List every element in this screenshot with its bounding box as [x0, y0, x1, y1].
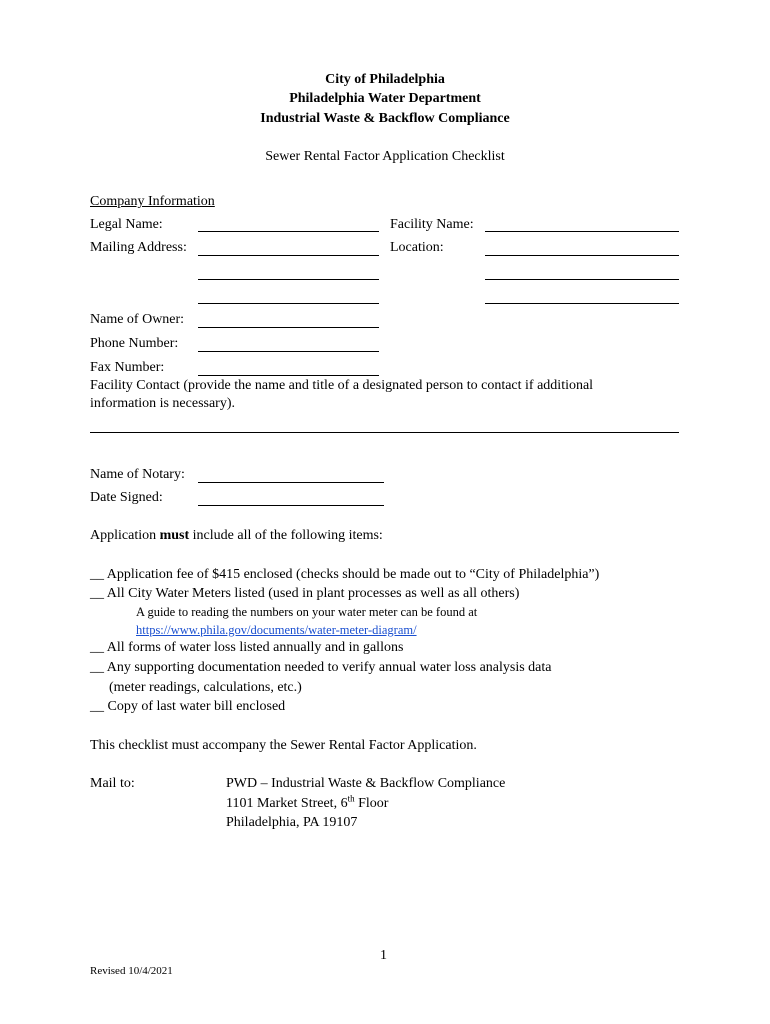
checklist-item-documentation-detail: (meter readings, calculations, etc.) — [109, 680, 302, 695]
mailing-address-label: Mailing Address: — [90, 240, 187, 255]
legal-name-label: Legal Name: — [90, 217, 163, 232]
mail-address-ordinal: th — [347, 793, 355, 804]
header-division: Industrial Waste & Backflow Compliance — [260, 111, 510, 126]
meter-guide-text: A guide to reading the numbers on your water meter can be found at — [136, 605, 478, 619]
page-number: 1 — [380, 948, 387, 963]
phone-field[interactable] — [198, 351, 379, 352]
location-field-1[interactable] — [485, 255, 679, 256]
mail-address-line-1: PWD – Industrial Waste & Backflow Compliance — [226, 776, 506, 791]
phone-label: Phone Number: — [90, 336, 179, 351]
owner-field[interactable] — [198, 327, 379, 328]
mailing-address-field-3[interactable] — [198, 303, 379, 304]
accompany-notice: This checklist must accompany the Sewer Rental Factor Application. — [90, 738, 477, 753]
checklist-item-water-bill: __ Copy of last water bill enclosed — [90, 699, 286, 714]
date-signed-label: Date Signed: — [90, 490, 163, 505]
revision-date: Revised 10/4/2021 — [90, 965, 173, 977]
legal-name-field[interactable] — [198, 231, 379, 232]
date-signed-field[interactable] — [198, 505, 384, 506]
checklist-item-water-loss: __ All forms of water loss listed annually and in gallons — [90, 640, 404, 655]
mail-address-street: 1101 Market Street, 6 — [226, 796, 348, 811]
mail-address-floor: Floor — [354, 796, 389, 811]
header-department: Philadelphia Water Department — [289, 91, 481, 106]
location-field-3[interactable] — [485, 303, 679, 304]
location-field-2[interactable] — [485, 279, 679, 280]
facility-name-label: Facility Name: — [390, 217, 474, 232]
checklist-item-fee: __ Application fee of $415 enclosed (checks should be made out to “City of Philadelphia”) — [90, 567, 600, 582]
fax-label: Fax Number: — [90, 360, 165, 375]
owner-label: Name of Owner: — [90, 312, 185, 327]
fax-field[interactable] — [198, 375, 379, 376]
mail-address-line-2 — [226, 795, 388, 813]
mail-address-line-3: Philadelphia, PA 19107 — [226, 815, 358, 830]
notary-name-label: Name of Notary: — [90, 467, 185, 482]
mail-to-label: Mail to: — [90, 776, 135, 791]
document-subtitle: Sewer Rental Factor Application Checklist — [265, 149, 505, 164]
meter-guide-link[interactable]: https://www.phila.gov/documents/water-meter-diagram/ — [136, 623, 417, 637]
requirements-intro — [90, 527, 383, 545]
requirements-intro-emphasis: must — [159, 528, 190, 543]
mailing-address-field-2[interactable] — [198, 279, 379, 280]
requirements-intro-pre: Application — [90, 528, 160, 543]
notary-name-field[interactable] — [198, 482, 384, 483]
checklist-item-meters: __ All City Water Meters listed (used in plant processes as well as all others) — [90, 586, 520, 601]
facility-name-field[interactable] — [485, 231, 679, 232]
facility-contact-field[interactable] — [90, 432, 679, 433]
requirements-intro-post: include all of the following items: — [189, 528, 383, 543]
mailing-address-field-1[interactable] — [198, 255, 379, 256]
facility-contact-instructions-1: Facility Contact (provide the name and title of a designated person to contact if additional — [90, 378, 594, 393]
location-label: Location: — [390, 240, 444, 255]
header-city: City of Philadelphia — [325, 72, 445, 87]
checklist-item-documentation: __ Any supporting documentation needed to verify annual water loss analysis data — [90, 660, 552, 675]
facility-contact-instructions-2: information is necessary). — [90, 396, 236, 411]
company-info-heading: Company Information — [90, 194, 215, 209]
